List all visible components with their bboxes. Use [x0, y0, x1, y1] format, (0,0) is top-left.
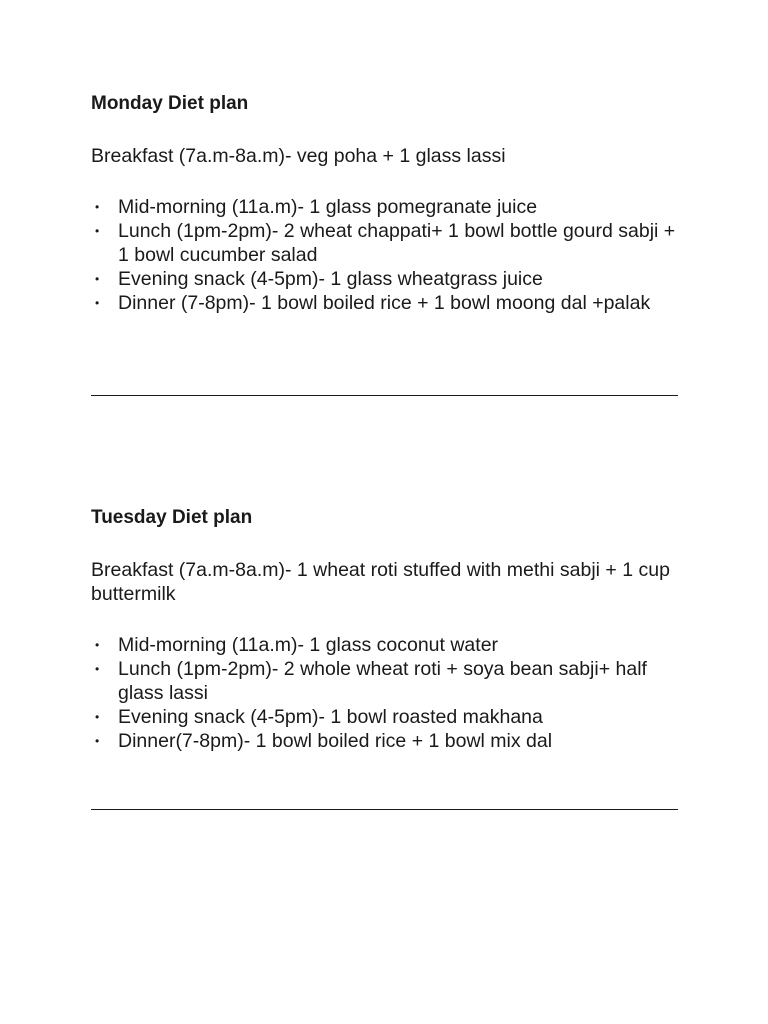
monday-section	[91, 91, 679, 315]
meal-text: Evening snack (4-5pm)- 1 bowl roasted makhana	[118, 706, 543, 728]
tuesday-heading: Tuesday Diet plan	[91, 507, 253, 528]
monday-breakfast: Breakfast (7a.m-8a.m)- veg poha + 1 glass lassi	[91, 145, 506, 167]
bullet-icon: •	[95, 638, 100, 652]
meal-text: Mid-morning (11a.m)- 1 glass coconut water	[118, 634, 499, 656]
list-item	[91, 267, 679, 291]
tuesday-section	[91, 505, 679, 753]
bullet-icon: •	[95, 296, 100, 310]
bullet-icon: •	[95, 710, 100, 724]
list-item	[91, 657, 679, 705]
list-item	[91, 195, 679, 219]
meal-text: Lunch (1pm-2pm)- 2 wheat chappati+ 1 bowl bottle gourd sabji + 1 bowl cucumber salad	[118, 220, 676, 266]
bullet-icon: •	[95, 200, 100, 214]
bullet-icon: •	[95, 224, 100, 238]
monday-heading: Monday Diet plan	[91, 93, 249, 114]
meal-text: Lunch (1pm-2pm)- 2 whole wheat roti + soya bean sabji+ half glass lassi	[118, 658, 647, 704]
list-item	[91, 291, 679, 315]
tuesday-breakfast: Breakfast (7a.m-8a.m)- 1 wheat roti stuffed with methi sabji + 1 cup buttermilk	[91, 559, 670, 605]
monday-meal-list	[91, 195, 679, 315]
tuesday-meal-list	[91, 633, 679, 753]
bullet-icon: •	[95, 734, 100, 748]
section-divider	[91, 809, 678, 810]
bullet-icon: •	[95, 662, 100, 676]
bullet-icon: •	[95, 272, 100, 286]
section-divider	[91, 395, 678, 396]
meal-text: Dinner(7-8pm)- 1 bowl boiled rice + 1 bowl mix dal	[118, 730, 553, 752]
meal-text: Evening snack (4-5pm)- 1 glass wheatgrass juice	[118, 268, 543, 290]
list-item	[91, 729, 679, 753]
list-item	[91, 219, 679, 267]
meal-text: Dinner (7-8pm)- 1 bowl boiled rice + 1 bowl moong dal +palak	[118, 292, 651, 314]
meal-text: Mid-morning (11a.m)- 1 glass pomegranate juice	[118, 196, 538, 218]
list-item	[91, 705, 679, 729]
list-item	[91, 633, 679, 657]
